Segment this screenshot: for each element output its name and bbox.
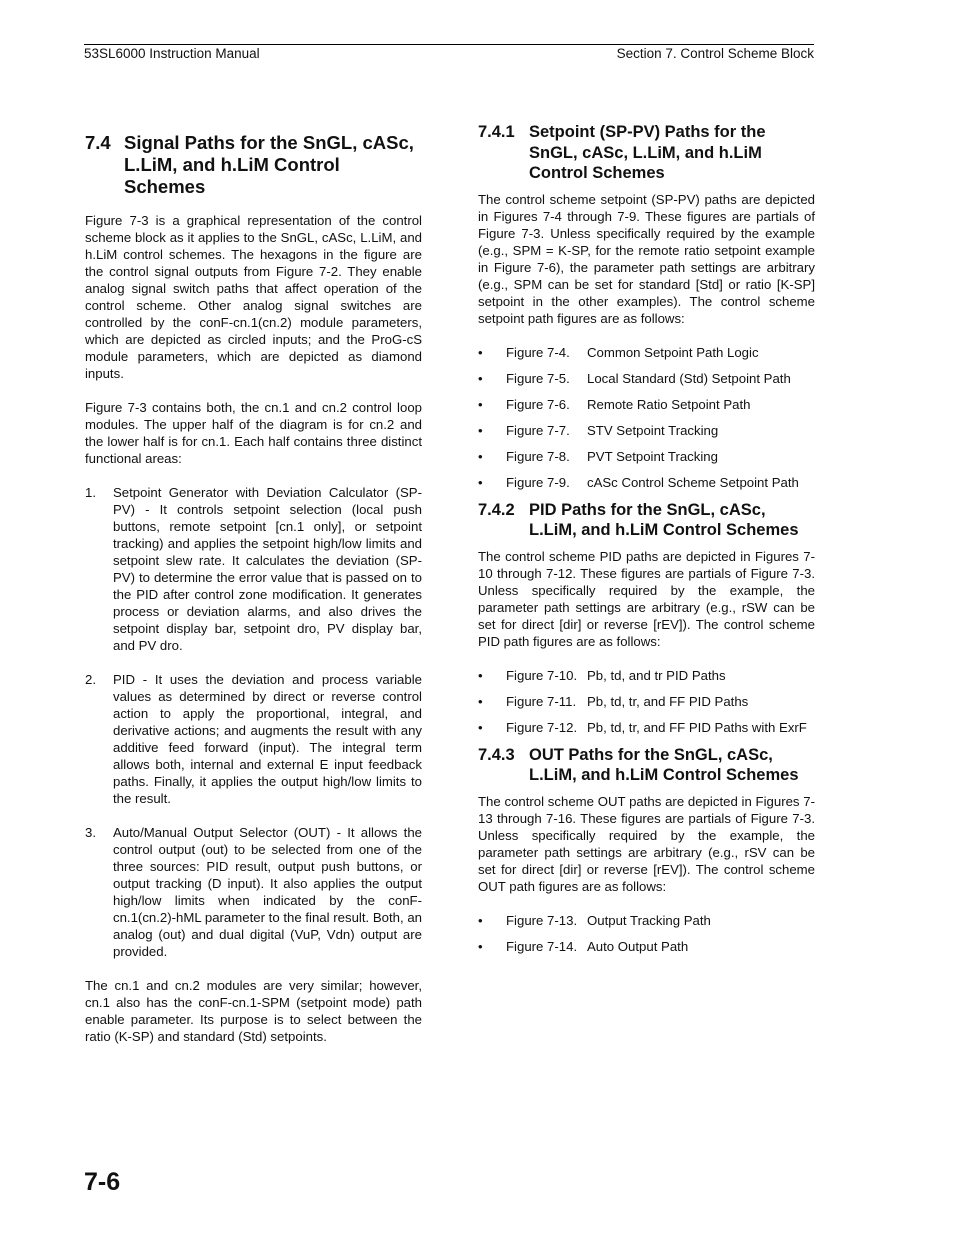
subsection-number: 7.4.3 [478, 745, 515, 764]
figure-ref: Figure 7-14. [506, 938, 578, 954]
paragraph-modules: Figure 7-3 contains both, the cn.1 and cn.2 control loop modules. The upper half of the diagram is for cn.2 and the lower half is for cn.1. Each half contains three distinct functional areas: [85, 400, 422, 466]
bullet-icon: • [478, 422, 483, 438]
list-item [478, 474, 815, 491]
numbered-item-setpoint-generator [85, 484, 422, 654]
bullet-icon: • [478, 938, 483, 954]
section-title: Signal Paths for the SnGL, cASc, L.LiM, and h.LiM Control Schemes [124, 132, 414, 197]
figure-ref: Figure 7-11. [506, 693, 577, 709]
figure-caption: Pb, td, and tr PID Paths [587, 667, 726, 683]
header-section-title: Section 7. Control Scheme Block [616, 46, 814, 61]
list-item [478, 938, 815, 955]
paragraph-cn-modules: The cn.1 and cn.2 modules are very similar; however, cn.1 also has the conF-cn.1-SPM (setpoint mode) path enable parameter. Its purpose is to select between the ratio (K-SP) and standard (Std) setpoints. [85, 978, 422, 1044]
section-heading-7-4 [85, 132, 422, 198]
subsection-number: 7.4.1 [478, 123, 515, 141]
list-item [478, 667, 815, 684]
figure-caption: Auto Output Path [587, 938, 689, 954]
figure-ref: Figure 7-5. [506, 370, 570, 386]
list-item [478, 448, 815, 465]
figure-caption: Remote Ratio Setpoint Path [587, 396, 751, 412]
list-item [478, 422, 815, 439]
figure-caption: STV Setpoint Tracking [587, 422, 719, 438]
subsection-title: OUT Paths for the SnGL, cASc, L.LiM, and h.LiM Control Schemes [529, 745, 799, 784]
item-text: Setpoint Generator with Deviation Calculator (SP-PV) - It controls setpoint selection (local push buttons, remote setpoint [cn.1 only], or setpoint tracking) and applies the setpoint high/low limits and setpoint slew rate. It calculates the deviation (SP-PV) to determine the error value that is passed on to the PID after control zone modification. It generates process or deviation alarms, and also drives the setpoint display bar, setpoint dro, PV display bar, and PV dro. [113, 485, 422, 653]
figure-caption: Local Standard (Std) Setpoint Path [587, 370, 791, 386]
item-number: 1. [85, 485, 96, 500]
figure-ref: Figure 7-8. [506, 448, 570, 464]
figure-caption: Pb, td, tr, and FF PID Paths [587, 693, 749, 709]
figure-caption: Output Tracking Path [587, 912, 711, 928]
figure-ref: Figure 7-12. [506, 719, 578, 735]
list-item [478, 693, 815, 710]
subsection-heading-7-4-1 [478, 122, 815, 184]
subsection-heading-7-4-3 [478, 745, 815, 786]
bullet-icon: • [478, 693, 483, 709]
bullet-icon: • [478, 474, 483, 490]
numbered-item-pid [85, 671, 422, 807]
bullet-list-setpoint-figures [478, 344, 815, 491]
figure-ref: Figure 7-6. [506, 396, 570, 412]
page-number: 7-6 [84, 1168, 121, 1196]
item-number: 3. [85, 825, 96, 840]
figure-caption: Common Setpoint Path Logic [587, 344, 759, 360]
item-text: Auto/Manual Output Selector (OUT) - It allows the control output (out) to be selected from one of the three sources: PID result, output push buttons, or output tracking (D input). It also applies the output high/low limits when indicated by the conF-cn.1(cn.2)-hML parameter to the final result. Both, an analog (out) and dual digital (VuP, Vdn) output are provided. [113, 825, 422, 959]
figure-ref: Figure 7-10. [506, 667, 578, 683]
figure-caption: cASc Control Scheme Setpoint Path [587, 474, 799, 490]
subsection-title: PID Paths for the SnGL, cASc, L.LiM, and h.LiM Control Schemes [529, 500, 799, 539]
bullet-icon: • [478, 912, 483, 928]
list-item [478, 719, 815, 736]
figure-ref: Figure 7-4. [506, 344, 570, 360]
list-item [478, 912, 815, 929]
header-manual-title: 53SL6000 Instruction Manual [84, 46, 260, 61]
bullet-icon: • [478, 719, 483, 735]
list-item [478, 344, 815, 361]
paragraph-setpoint-paths: The control scheme setpoint (SP-PV) paths are depicted in Figures 7-4 through 7-9. These figures are partials of Figure 7-3. Unless specifically required by the example (e.g., SPM = K-SP, for the remote ratio setpoint example in Figure 7-6), the parameter path settings are arbitrary (e.g., SPM can be set for standard [Std] or ratio [K-SP] setpoint in the other examples). The control scheme setpoint path figures are as follows: [478, 191, 815, 326]
bullet-list-out-figures [478, 912, 815, 955]
figure-ref: Figure 7-7. [506, 422, 570, 438]
page-header [84, 44, 814, 63]
bullet-icon: • [478, 344, 483, 360]
subsection-number: 7.4.2 [478, 500, 515, 519]
figure-caption: Pb, td, tr, and FF PID Paths with ExrF [587, 719, 807, 735]
list-item [478, 370, 815, 387]
subsection-heading-7-4-2 [478, 500, 815, 541]
figure-ref: Figure 7-13. [506, 912, 578, 928]
list-item [478, 396, 815, 413]
numbered-item-output-selector [85, 824, 422, 960]
right-column [478, 122, 815, 964]
bullet-icon: • [478, 396, 483, 412]
bullet-icon: • [478, 370, 483, 386]
figure-caption: PVT Setpoint Tracking [587, 448, 718, 464]
paragraph-pid-paths: The control scheme PID paths are depicted in Figures 7-10 through 7-12. These figures are partials of Figure 7-3. Unless specifically required by the example, the parameter path settings are arbitrary (e.g., rSW can be set for direct [dir] or reverse [rEV]). The control scheme PID path figures are as follows: [478, 548, 815, 649]
section-number: 7.4 [85, 132, 111, 153]
figure-ref: Figure 7-9. [506, 474, 570, 490]
left-column [85, 132, 422, 1062]
bullet-icon: • [478, 448, 483, 464]
bullet-icon: • [478, 667, 483, 683]
item-number: 2. [85, 672, 96, 687]
subsection-title: Setpoint (SP-PV) Paths for the SnGL, cASc, L.LiM, and h.LiM Control Schemes [529, 123, 766, 182]
paragraph-out-paths: The control scheme OUT paths are depicted in Figures 7-13 through 7-16. These figures are partials of Figure 7-3. Unless specifically required by the example, the parameter path settings are arbitrary (e.g., rSV can be set for direct [dir] or reverse [rEV]). The control scheme OUT path figures are as follows: [478, 793, 815, 894]
item-text: PID - It uses the deviation and process variable values as determined by direct or reverse control action to apply the proportional, integral, and derivative actions; and augments the result with any additive feed forward (input). The integral term allows both, internal and external E input feedback paths. Finally, it applies the output high/low limits to the result. [113, 672, 422, 806]
bullet-list-pid-figures [478, 667, 815, 736]
paragraph-intro: Figure 7-3 is a graphical representation of the control scheme block as it applies to the SnGL, cASc, L.LiM, and h.LiM control schemes. The hexagons in the figure are the control signal outputs from Figure 7-2. They enable analog signal switch paths that affect operation of the control scheme. Other analog signal switches are controlled by the conF-cn.1(cn.2) module parameters, which are depicted as circled inputs; and the ProG-cS module parameters, which are depicted as diamond inputs. [85, 213, 422, 381]
